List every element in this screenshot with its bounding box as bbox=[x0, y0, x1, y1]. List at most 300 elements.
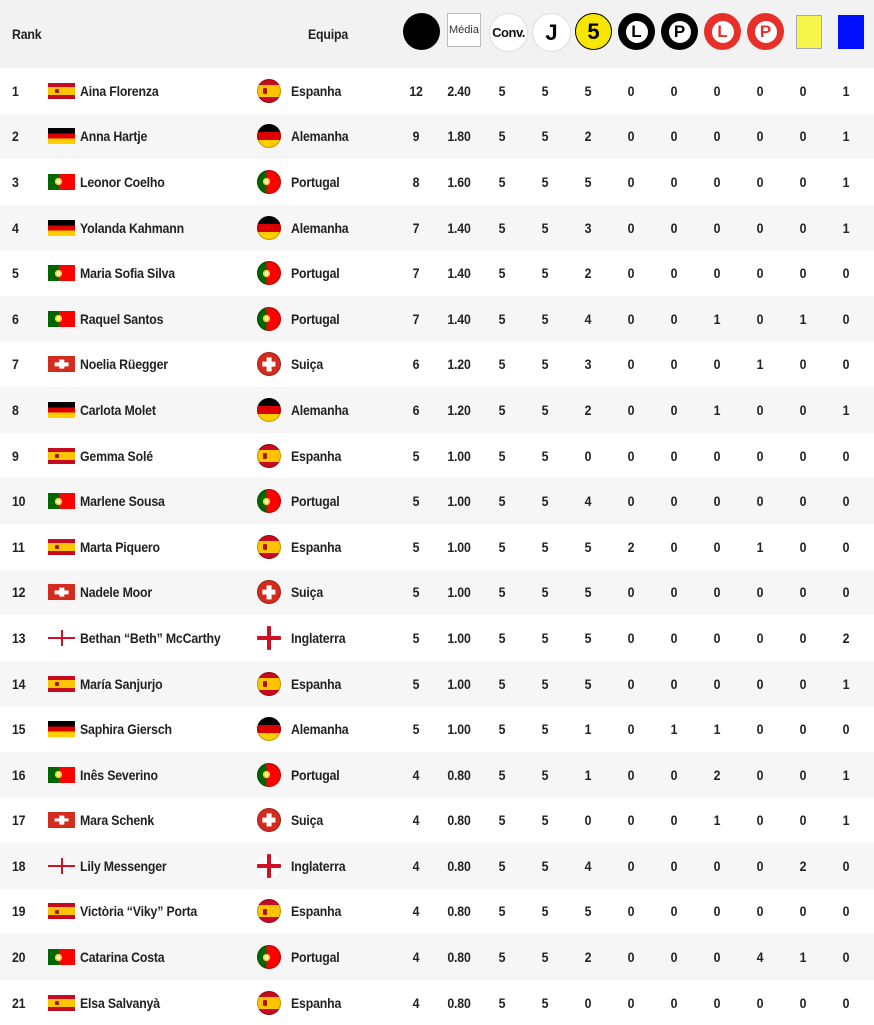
table-row[interactable] bbox=[0, 114, 874, 160]
p-black-label: P bbox=[669, 21, 691, 43]
team-name[interactable]: Alemanha bbox=[291, 219, 349, 236]
stat-cell: 0 bbox=[627, 356, 635, 373]
flag-en-icon bbox=[48, 858, 75, 874]
team-header[interactable]: Equipa bbox=[308, 26, 349, 42]
stat-cell: 0 bbox=[627, 173, 635, 190]
stat-cell: 5 bbox=[498, 265, 506, 282]
team-name[interactable]: Inglaterra bbox=[291, 857, 346, 874]
rank-cell: 9 bbox=[12, 447, 19, 464]
table-row[interactable] bbox=[0, 205, 874, 251]
player-name[interactable]: Yolanda Kahmann bbox=[80, 219, 184, 236]
stat-cell: 5 bbox=[498, 173, 506, 190]
rank-cell: 10 bbox=[12, 493, 26, 510]
stat-cell: 1 bbox=[713, 721, 721, 738]
stat-cell: 0 bbox=[842, 265, 850, 282]
stat-cell: 1 bbox=[799, 949, 807, 966]
stat-cell: 1.60 bbox=[447, 173, 471, 190]
player-flag-cell bbox=[48, 433, 75, 479]
stat-cell: 0 bbox=[756, 219, 764, 236]
team-flag-de-icon bbox=[257, 717, 281, 741]
stat-cell: 1 bbox=[842, 766, 850, 783]
stat-cell: 2 bbox=[584, 401, 592, 418]
stat-cell: 0.80 bbox=[447, 812, 471, 829]
table-row[interactable] bbox=[0, 250, 874, 296]
stat-cell: 5 bbox=[541, 82, 549, 99]
team-flag-pt-icon bbox=[257, 489, 281, 513]
player-name[interactable]: Raquel Santos bbox=[80, 310, 164, 327]
stat-cell: 1.00 bbox=[447, 629, 471, 646]
stat-cell: 0 bbox=[713, 82, 721, 99]
stat-cell: 2.40 bbox=[447, 82, 471, 99]
stat-cell: 0 bbox=[713, 949, 721, 966]
stat-cell: 0 bbox=[799, 128, 807, 145]
player-flag-cell bbox=[48, 570, 75, 616]
flag-es-icon bbox=[48, 676, 75, 692]
team-name[interactable]: Portugal bbox=[291, 265, 340, 282]
rank-cell: 16 bbox=[12, 766, 26, 783]
table-row[interactable] bbox=[0, 889, 874, 935]
black-circle-icon[interactable] bbox=[403, 13, 440, 50]
player-name[interactable]: Aina Florenza bbox=[80, 82, 159, 99]
team-name[interactable]: Alemanha bbox=[291, 401, 349, 418]
stat-cell: 0 bbox=[756, 812, 764, 829]
stat-cell: 0 bbox=[756, 903, 764, 920]
table-row[interactable] bbox=[0, 615, 874, 661]
player-flag-cell bbox=[48, 205, 75, 251]
stat-cell: 0 bbox=[842, 310, 850, 327]
stat-cell: 1.00 bbox=[447, 447, 471, 464]
stat-cell: 5 bbox=[541, 356, 549, 373]
stat-cell: 0 bbox=[799, 994, 807, 1011]
stat-cell: 0 bbox=[799, 219, 807, 236]
player-name[interactable]: Saphira Giersch bbox=[80, 721, 172, 738]
team-name[interactable]: Espanha bbox=[291, 447, 342, 464]
stat-cell: 4 bbox=[412, 766, 420, 783]
table-row[interactable] bbox=[0, 342, 874, 388]
l-red-label: L bbox=[712, 21, 734, 43]
team-flag-cell bbox=[257, 661, 281, 707]
flag-pt-icon bbox=[48, 493, 75, 509]
stat-cell: 0 bbox=[670, 538, 678, 555]
player-name[interactable]: Maria Sofia Silva bbox=[80, 265, 175, 282]
yellow-card-icon[interactable] bbox=[796, 15, 822, 49]
stat-cell: 1 bbox=[713, 310, 721, 327]
flag-pt-icon bbox=[48, 949, 75, 965]
team-flag-cell bbox=[257, 615, 281, 661]
stat-cell: 0 bbox=[799, 675, 807, 692]
stat-cell: 5 bbox=[584, 538, 592, 555]
stat-cell: 0 bbox=[842, 903, 850, 920]
stat-cell: 1.20 bbox=[447, 401, 471, 418]
stat-cell: 0 bbox=[670, 401, 678, 418]
team-name[interactable]: Portugal bbox=[291, 766, 340, 783]
stat-cell: 5 bbox=[412, 721, 420, 738]
flag-pt-icon bbox=[48, 265, 75, 281]
blue-card-icon[interactable] bbox=[838, 15, 864, 49]
conv-icon[interactable] bbox=[489, 13, 528, 52]
table-row[interactable] bbox=[0, 570, 874, 616]
stat-cell: 5 bbox=[584, 173, 592, 190]
stat-cell: 1 bbox=[713, 812, 721, 829]
table-row[interactable] bbox=[0, 296, 874, 342]
stat-cell: 1.00 bbox=[447, 493, 471, 510]
table-row[interactable] bbox=[0, 798, 874, 844]
team-flag-cell bbox=[257, 889, 281, 935]
stat-cell: 0 bbox=[842, 447, 850, 464]
stat-cell: 0 bbox=[670, 310, 678, 327]
player-name[interactable]: María Sanjurjo bbox=[80, 675, 163, 692]
team-flag-cell bbox=[257, 296, 281, 342]
player-flag-cell bbox=[48, 615, 75, 661]
media-label: Média bbox=[449, 24, 479, 36]
player-flag-cell bbox=[48, 478, 75, 524]
team-flag-cell bbox=[257, 250, 281, 296]
stat-cell: 1 bbox=[842, 173, 850, 190]
stat-cell: 5 bbox=[498, 447, 506, 464]
rank-cell: 2 bbox=[12, 128, 19, 145]
stat-cell: 5 bbox=[498, 812, 506, 829]
team-flag-cell bbox=[257, 478, 281, 524]
team-flag-cell bbox=[257, 387, 281, 433]
team-name[interactable]: Espanha bbox=[291, 675, 342, 692]
stat-cell: 0 bbox=[842, 538, 850, 555]
stat-cell: 0 bbox=[756, 82, 764, 99]
stat-cell: 2 bbox=[799, 857, 807, 874]
stat-cell: 5 bbox=[498, 128, 506, 145]
team-name[interactable]: Suiça bbox=[291, 356, 323, 373]
stat-cell: 1 bbox=[842, 812, 850, 829]
player-name[interactable]: Carlota Molet bbox=[80, 401, 156, 418]
stat-cell: 5 bbox=[541, 675, 549, 692]
team-flag-pt-icon bbox=[257, 763, 281, 787]
stat-cell: 5 bbox=[498, 949, 506, 966]
table-row[interactable] bbox=[0, 159, 874, 205]
team-name[interactable]: Espanha bbox=[291, 538, 342, 555]
stat-cell: 5 bbox=[541, 128, 549, 145]
team-flag-cell bbox=[257, 524, 281, 570]
player-flag-cell bbox=[48, 661, 75, 707]
media-icon[interactable] bbox=[447, 13, 481, 47]
stat-cell: 5 bbox=[541, 173, 549, 190]
team-flag-cell bbox=[257, 570, 281, 616]
stat-cell: 5 bbox=[541, 447, 549, 464]
stat-cell: 1 bbox=[799, 310, 807, 327]
stat-cell: 5 bbox=[412, 629, 420, 646]
player-flag-cell bbox=[48, 387, 75, 433]
team-flag-cell bbox=[257, 68, 281, 114]
table-row[interactable] bbox=[0, 524, 874, 570]
stat-cell: 5 bbox=[541, 538, 549, 555]
stat-cell: 0 bbox=[756, 310, 764, 327]
stat-cell: 5 bbox=[584, 82, 592, 99]
player-name[interactable]: Noelia Rüegger bbox=[80, 356, 168, 373]
stat-cell: 1 bbox=[756, 356, 764, 373]
stat-cell: 0 bbox=[842, 356, 850, 373]
team-name[interactable]: Portugal bbox=[291, 310, 340, 327]
player-name[interactable]: Mara Schenk bbox=[80, 812, 155, 829]
stat-cell: 4 bbox=[584, 857, 592, 874]
flag-es-icon bbox=[48, 903, 75, 919]
team-name[interactable]: Suiça bbox=[291, 584, 323, 601]
flag-ch-icon bbox=[48, 812, 75, 828]
stat-cell: 0 bbox=[627, 994, 635, 1011]
player-flag-cell bbox=[48, 889, 75, 935]
flag-es-icon bbox=[48, 448, 75, 464]
stat-cell: 0 bbox=[670, 82, 678, 99]
stat-cell: 2 bbox=[584, 265, 592, 282]
flag-de-icon bbox=[48, 220, 75, 236]
stat-cell: 0 bbox=[799, 812, 807, 829]
stat-cell: 0 bbox=[670, 447, 678, 464]
stat-cell: 5 bbox=[412, 675, 420, 692]
player-flag-cell bbox=[48, 752, 75, 798]
stat-cell: 5 bbox=[541, 857, 549, 874]
flag-en-icon bbox=[48, 630, 75, 646]
stat-cell: 5 bbox=[498, 721, 506, 738]
stat-cell: 0 bbox=[713, 629, 721, 646]
l-black-icon[interactable] bbox=[618, 13, 655, 50]
stat-cell: 3 bbox=[584, 356, 592, 373]
stat-cell: 0 bbox=[799, 493, 807, 510]
stat-cell: 0 bbox=[713, 675, 721, 692]
stat-cell: 4 bbox=[412, 949, 420, 966]
stat-cell: 0 bbox=[756, 173, 764, 190]
rank-cell: 1 bbox=[12, 82, 19, 99]
stat-cell: 5 bbox=[498, 629, 506, 646]
table-row[interactable] bbox=[0, 706, 874, 752]
conv-label: Conv. bbox=[492, 25, 525, 40]
j-icon[interactable] bbox=[532, 13, 571, 52]
stat-cell: 5 bbox=[498, 401, 506, 418]
player-name[interactable]: Leonor Coelho bbox=[80, 173, 165, 190]
stat-cell: 5 bbox=[498, 310, 506, 327]
stat-cell: 0 bbox=[670, 675, 678, 692]
stat-cell: 5 bbox=[541, 265, 549, 282]
stat-cell: 2 bbox=[627, 538, 635, 555]
team-flag-pt-icon bbox=[257, 261, 281, 285]
table-row[interactable] bbox=[0, 68, 874, 114]
p-red-icon[interactable] bbox=[747, 13, 784, 50]
stat-cell: 0 bbox=[756, 265, 764, 282]
rank-header[interactable]: Rank bbox=[12, 26, 42, 42]
stat-cell: 1 bbox=[842, 675, 850, 692]
stat-cell: 0 bbox=[799, 629, 807, 646]
stat-cell: 4 bbox=[756, 949, 764, 966]
stat-cell: 0 bbox=[756, 128, 764, 145]
stat-cell: 1 bbox=[670, 721, 678, 738]
stat-cell: 0 bbox=[670, 994, 678, 1011]
player-flag-cell bbox=[48, 114, 75, 160]
stat-cell: 1.40 bbox=[447, 310, 471, 327]
stat-cell: 1 bbox=[842, 401, 850, 418]
stat-cell: 2 bbox=[584, 128, 592, 145]
team-name[interactable]: Espanha bbox=[291, 994, 342, 1011]
stat-cell: 0 bbox=[799, 447, 807, 464]
table-row[interactable] bbox=[0, 934, 874, 980]
stat-cell: 7 bbox=[412, 310, 420, 327]
player-name[interactable]: Inês Severino bbox=[80, 766, 158, 783]
rank-cell: 11 bbox=[12, 538, 25, 555]
stat-cell: 0 bbox=[842, 493, 850, 510]
rank-cell: 6 bbox=[12, 310, 19, 327]
stat-cell: 0 bbox=[670, 812, 678, 829]
stat-cell: 0 bbox=[756, 721, 764, 738]
player-flag-cell bbox=[48, 798, 75, 844]
stat-cell: 4 bbox=[584, 493, 592, 510]
stat-cell: 5 bbox=[541, 949, 549, 966]
stat-cell: 0 bbox=[842, 584, 850, 601]
l-black-label: L bbox=[626, 21, 648, 43]
stat-cell: 5 bbox=[498, 219, 506, 236]
table-row[interactable] bbox=[0, 433, 874, 479]
stat-cell: 1 bbox=[713, 401, 721, 418]
rank-cell: 4 bbox=[12, 219, 19, 236]
stat-cell: 4 bbox=[412, 857, 420, 874]
stat-cell: 0 bbox=[627, 675, 635, 692]
stat-cell: 6 bbox=[412, 356, 420, 373]
stat-cell: 0 bbox=[627, 949, 635, 966]
table-row[interactable] bbox=[0, 752, 874, 798]
stat-cell: 0 bbox=[670, 128, 678, 145]
stat-cell: 5 bbox=[498, 903, 506, 920]
player-name[interactable]: Marlene Sousa bbox=[80, 493, 165, 510]
stat-cell: 0 bbox=[756, 675, 764, 692]
team-flag-pt-icon bbox=[257, 307, 281, 331]
stat-cell: 1.80 bbox=[447, 128, 471, 145]
team-name[interactable]: Espanha bbox=[291, 82, 342, 99]
player-name[interactable]: Gemma Solé bbox=[80, 447, 153, 464]
p-red-label: P bbox=[755, 21, 777, 43]
stat-cell: 5 bbox=[412, 447, 420, 464]
stat-cell: 0 bbox=[713, 584, 721, 601]
stat-cell: 5 bbox=[412, 538, 420, 555]
stat-cell: 0 bbox=[756, 447, 764, 464]
flag-ch-icon bbox=[48, 584, 75, 600]
team-flag-cell bbox=[257, 159, 281, 205]
flag-de-icon bbox=[48, 402, 75, 418]
stat-cell: 0 bbox=[627, 128, 635, 145]
player-name[interactable]: Catarina Costa bbox=[80, 949, 165, 966]
stat-cell: 0 bbox=[713, 447, 721, 464]
team-name[interactable]: Suiça bbox=[291, 812, 323, 829]
team-flag-ch-icon bbox=[257, 352, 281, 376]
stat-cell: 0 bbox=[627, 493, 635, 510]
stat-cell: 0.80 bbox=[447, 903, 471, 920]
team-flag-cell bbox=[257, 433, 281, 479]
player-name[interactable]: Nadele Moor bbox=[80, 584, 153, 601]
stat-cell: 5 bbox=[541, 812, 549, 829]
player-name[interactable]: Lily Messenger bbox=[80, 857, 167, 874]
stat-cell: 0 bbox=[713, 538, 721, 555]
stat-cell: 0 bbox=[799, 401, 807, 418]
five-icon[interactable] bbox=[575, 13, 612, 50]
team-name[interactable]: Portugal bbox=[291, 493, 340, 510]
stat-cell: 1.40 bbox=[447, 219, 471, 236]
rank-cell: 20 bbox=[12, 949, 26, 966]
stat-cell: 0 bbox=[627, 903, 635, 920]
stat-cell: 0 bbox=[799, 721, 807, 738]
stat-cell: 5 bbox=[584, 629, 592, 646]
team-flag-cell bbox=[257, 342, 281, 388]
rank-cell: 19 bbox=[12, 903, 26, 920]
stat-cell: 5 bbox=[541, 721, 549, 738]
team-name[interactable]: Alemanha bbox=[291, 721, 349, 738]
stat-cell: 0 bbox=[670, 356, 678, 373]
stat-cell: 7 bbox=[412, 265, 420, 282]
stat-cell: 0 bbox=[627, 629, 635, 646]
flag-de-icon bbox=[48, 721, 75, 737]
team-flag-es-icon bbox=[257, 991, 281, 1015]
table-row[interactable] bbox=[0, 661, 874, 707]
stat-cell: 0 bbox=[799, 356, 807, 373]
stat-cell: 1.00 bbox=[447, 721, 471, 738]
stat-cell: 0 bbox=[713, 493, 721, 510]
team-flag-es-icon bbox=[257, 444, 281, 468]
stat-cell: 5 bbox=[498, 493, 506, 510]
team-flag-es-icon bbox=[257, 79, 281, 103]
table-row[interactable] bbox=[0, 478, 874, 524]
team-flag-cell bbox=[257, 706, 281, 752]
stat-cell: 0.80 bbox=[447, 949, 471, 966]
rank-cell: 15 bbox=[12, 721, 26, 738]
player-name[interactable]: Victòria “Viky” Porta bbox=[80, 903, 198, 920]
player-name[interactable]: Marta Piquero bbox=[80, 538, 160, 555]
team-flag-de-icon bbox=[257, 124, 281, 148]
team-name[interactable]: Portugal bbox=[291, 949, 340, 966]
stat-cell: 0 bbox=[756, 994, 764, 1011]
stat-cell: 0 bbox=[756, 857, 764, 874]
stat-cell: 1.40 bbox=[447, 265, 471, 282]
team-name[interactable]: Inglaterra bbox=[291, 629, 346, 646]
flag-pt-icon bbox=[48, 311, 75, 327]
team-name[interactable]: Alemanha bbox=[291, 128, 349, 145]
team-flag-en-icon bbox=[257, 854, 281, 878]
team-flag-es-icon bbox=[257, 899, 281, 923]
stat-cell: 6 bbox=[412, 401, 420, 418]
stat-cell: 1.00 bbox=[447, 538, 471, 555]
stat-cell: 0 bbox=[799, 538, 807, 555]
table-row[interactable] bbox=[0, 843, 874, 889]
stat-cell: 0 bbox=[713, 128, 721, 145]
flag-es-icon bbox=[48, 995, 75, 1011]
team-flag-cell bbox=[257, 843, 281, 889]
player-flag-cell bbox=[48, 250, 75, 296]
player-name[interactable]: Anna Hartje bbox=[80, 128, 148, 145]
team-flag-cell bbox=[257, 980, 281, 1025]
player-flag-cell bbox=[48, 843, 75, 889]
player-flag-cell bbox=[48, 68, 75, 114]
table-row[interactable] bbox=[0, 980, 874, 1025]
stat-cell: 0 bbox=[670, 903, 678, 920]
team-name[interactable]: Espanha bbox=[291, 903, 342, 920]
stat-cell: 5 bbox=[541, 994, 549, 1011]
team-flag-es-icon bbox=[257, 672, 281, 696]
stat-cell: 8 bbox=[412, 173, 420, 190]
player-name[interactable]: Bethan “Beth” McCarthy bbox=[80, 629, 221, 646]
stat-cell: 0 bbox=[670, 173, 678, 190]
team-name[interactable]: Portugal bbox=[291, 173, 340, 190]
table-row[interactable] bbox=[0, 387, 874, 433]
player-name[interactable]: Elsa Salvanyà bbox=[80, 994, 160, 1011]
p-black-icon[interactable] bbox=[661, 13, 698, 50]
stat-cell: 0 bbox=[713, 994, 721, 1011]
stat-cell: 0 bbox=[584, 812, 592, 829]
stat-cell: 0 bbox=[799, 173, 807, 190]
stat-cell: 0 bbox=[799, 584, 807, 601]
stat-cell: 5 bbox=[498, 584, 506, 601]
l-red-icon[interactable] bbox=[704, 13, 741, 50]
stat-cell: 0 bbox=[627, 857, 635, 874]
